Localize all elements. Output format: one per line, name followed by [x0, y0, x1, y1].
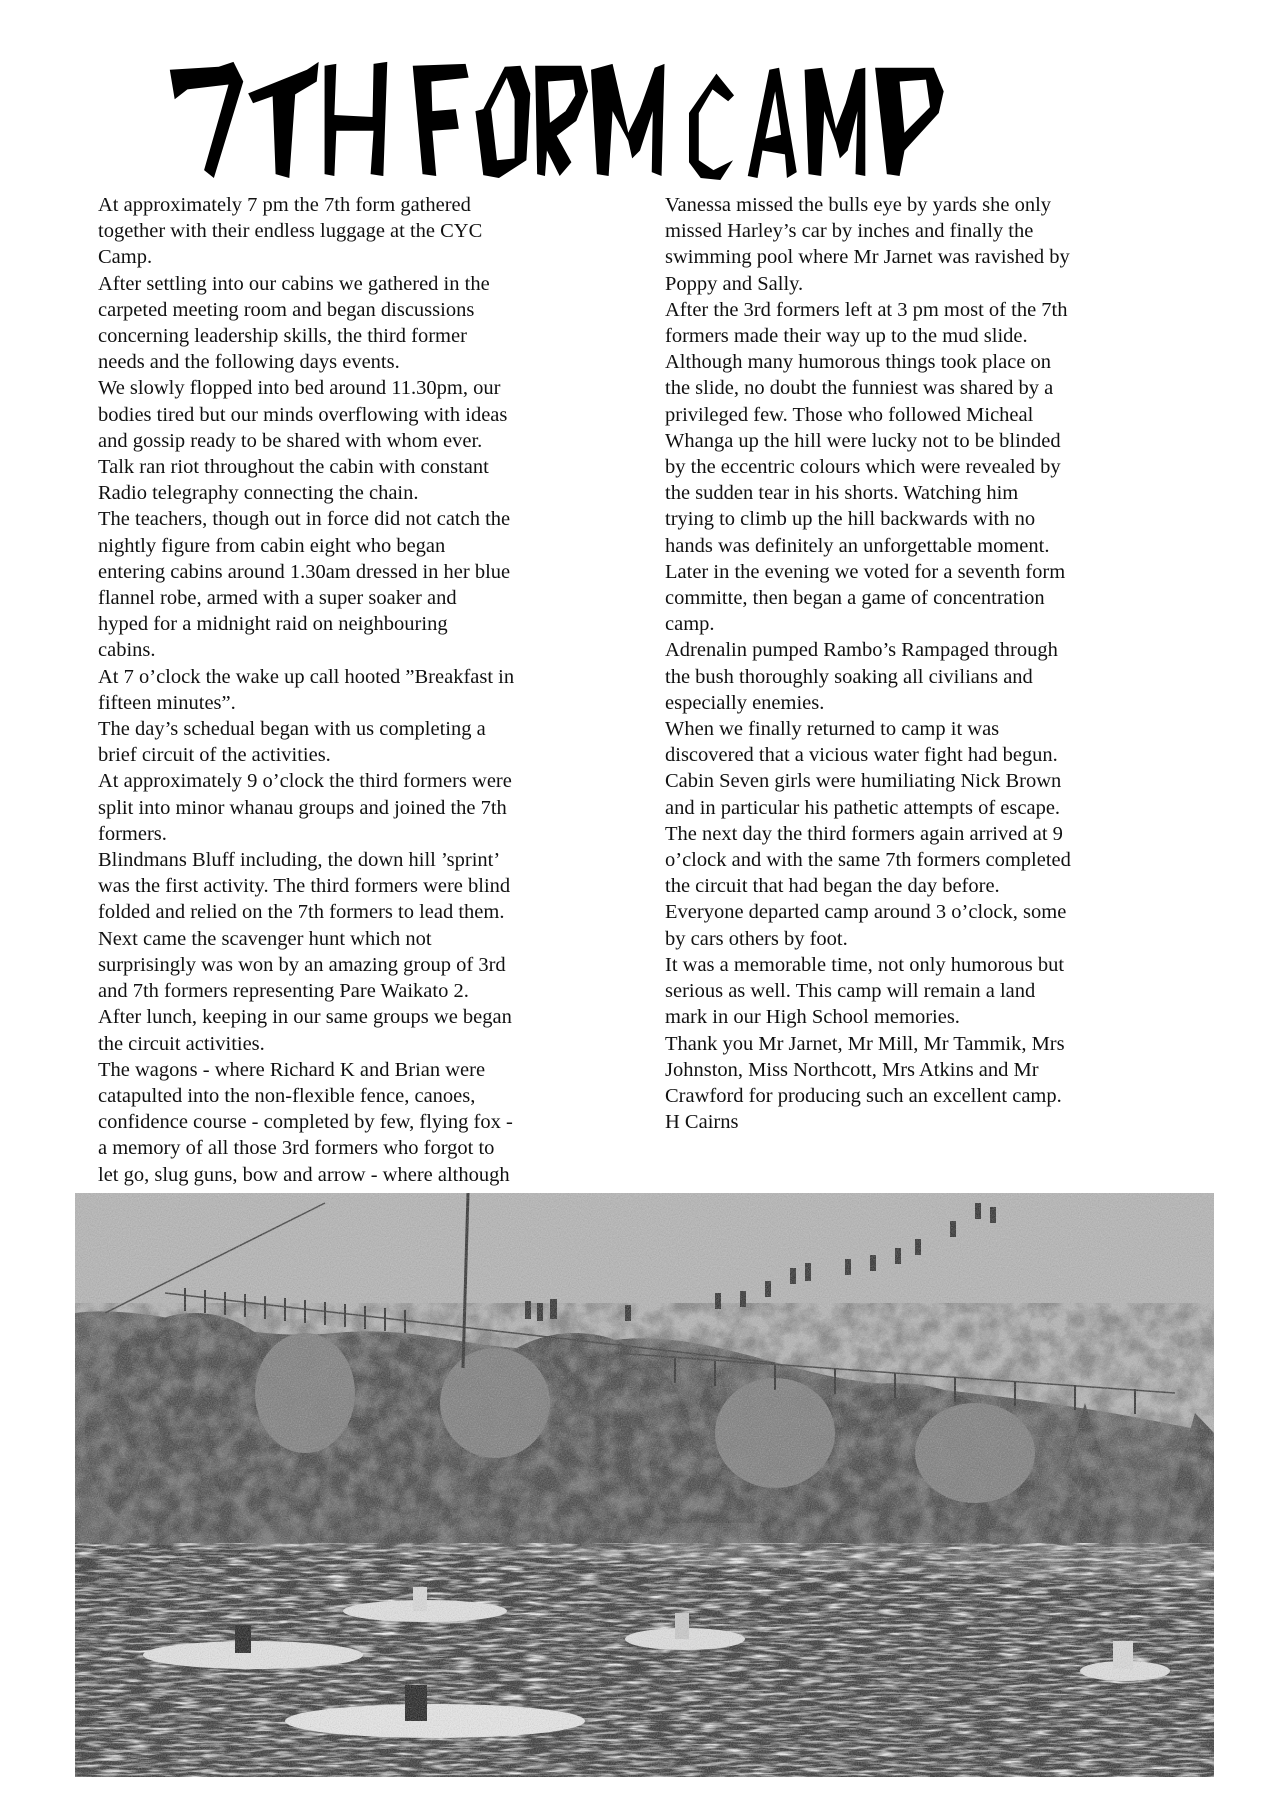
left-column-line: confidence course - completed by few, flying fox - — [98, 1111, 513, 1134]
left-column-line: a memory of all those 3rd formers who forgot to — [98, 1137, 495, 1160]
left-column-line: At 7 o’clock the wake up call hooted ”Breakfast in — [98, 665, 515, 688]
right-column-line: Adrenalin pumped Rambo’s Rampaged through — [665, 639, 1058, 662]
left-column-line: let go, slug guns, bow and arrow - where although — [98, 1163, 510, 1186]
left-column-line: bodies tired but our minds overflowing with ideas — [98, 403, 508, 426]
right-column-line: by cars others by foot. — [665, 927, 848, 950]
right-column-line: When we finally returned to camp it was — [665, 718, 1000, 741]
right-column-line: the bush thoroughly soaking all civilians and — [665, 665, 1033, 688]
title-letter-m — [591, 64, 664, 176]
left-column-line: was the first activity. The third formers were blind — [98, 875, 511, 898]
right-column-line: Whanga up the hill were lucky not to be blinded — [665, 429, 1061, 452]
right-column-line: formers made their way up to the mud slide. — [665, 325, 1028, 348]
left-column-line: needs and the following days events. — [98, 351, 400, 374]
left-column-line: Blindmans Bluff including, the down hill ’sprint’ — [98, 849, 501, 872]
left-column-line: Radio telegraphy connecting the chain. — [98, 482, 419, 505]
left-column-line: Next came the scavenger hunt which not — [98, 927, 432, 950]
photo-illustration — [75, 1193, 1214, 1777]
left-column-line: formers. — [98, 822, 167, 845]
right-column-line: trying to climb up the hill backwards with no — [665, 508, 1036, 531]
right-column-line: mark in our High School memories. — [665, 1006, 960, 1029]
right-column-line: Poppy and Sally. — [665, 272, 804, 295]
right-column-line: After the 3rd formers left at 3 pm most of the 7th — [665, 298, 1068, 321]
page-title — [160, 52, 1120, 180]
left-column-line: brief circuit of the activities. — [98, 744, 331, 767]
right-column-line: It was a memorable time, not only humorous but — [665, 953, 1065, 976]
title-lettering — [160, 52, 1120, 180]
left-column-line: folded and relied on the 7th formers to lead them. — [98, 901, 505, 924]
left-column-line: At approximately 7 pm the 7th form gathered — [98, 194, 471, 216]
right-column-line: the circuit that had began the day before. — [665, 875, 1000, 898]
left-column-line: together with their endless luggage at the CYC — [98, 220, 483, 243]
left-column-line: flannel robe, armed with a super soaker and — [98, 587, 457, 610]
title-letter-f — [413, 64, 469, 176]
article-column-right — [665, 192, 1210, 1135]
article-column-left — [98, 192, 643, 1188]
right-column-line: H Cairns — [665, 1111, 739, 1134]
right-column-line: missed Harley’s car by inches and finally the — [665, 220, 1034, 243]
right-column-line: the slide, no doubt the funniest was shared by a — [665, 377, 1054, 400]
left-column-line: concerning leadership skills, the third former — [98, 325, 467, 348]
title-letter-t — [248, 62, 319, 178]
left-column-line: split into minor whanau groups and joined the 7th — [98, 796, 507, 819]
right-column-line: discovered that a vicious water fight had begun. — [665, 744, 1058, 767]
left-column-line: the circuit activities. — [98, 1032, 265, 1055]
left-column-line: The teachers, though out in force did not catch the — [98, 508, 511, 531]
right-column-line: The next day the third formers again arrived at 9 — [665, 822, 1063, 845]
left-column-line: catapulted into the non-flexible fence, canoes, — [98, 1084, 476, 1107]
right-column-line: committe, then began a game of concentration — [665, 587, 1045, 610]
right-column-line: Crawford for producing such an excellent camp. — [665, 1084, 1062, 1107]
title-letter-7 — [170, 62, 243, 178]
left-column-line: hyped for a midnight raid on neighbouring — [98, 613, 448, 636]
right-column-line: especially enemies. — [665, 691, 825, 714]
left-column-line: Talk ran riot throughout the cabin with constant — [98, 456, 489, 479]
left-column-line: cabins. — [98, 639, 156, 662]
left-column-line: We slowly flopped into bed around 11.30pm, our — [98, 377, 501, 400]
left-column-line: After lunch, keeping in our same groups we began — [98, 1006, 512, 1029]
left-column-line: At approximately 9 o’clock the third formers were — [98, 770, 512, 793]
left-column-line: carpeted meeting room and began discussions — [98, 298, 475, 321]
right-column-line: hands was definitely an unforgettable moment. — [665, 534, 1050, 557]
right-column-line: camp. — [665, 613, 715, 636]
left-column-line: After settling into our cabins we gathered in the — [98, 272, 490, 295]
left-column-line: The day’s schedual began with us completing a — [98, 718, 486, 741]
right-column-line: Everyone departed camp around 3 o’clock, some — [665, 901, 1067, 924]
title-letter-h — [325, 62, 388, 176]
right-column-line: privileged few. Those who followed Micheal — [665, 403, 1034, 426]
left-column-line: Camp. — [98, 246, 153, 269]
title-letter-m2 — [805, 68, 866, 176]
title-letter-c — [689, 74, 734, 180]
right-column-line: and in particular his pathetic attempts of escape. — [665, 796, 1061, 819]
left-column-line: and 7th formers representing Pare Waikato 2. — [98, 980, 469, 1003]
photo-canoes-lake-hillside — [75, 1193, 1214, 1777]
right-column-line: Later in the evening we voted for a seventh form — [665, 560, 1066, 583]
right-column-line: swimming pool where Mr Jarnet was ravished by — [665, 246, 1070, 269]
left-column-line: The wagons - where Richard K and Brian were — [98, 1058, 486, 1081]
right-column-line: serious as well. This camp will remain a land — [665, 980, 1036, 1003]
right-column-line: Johnston, Miss Northcott, Mrs Atkins and Mr — [665, 1058, 1039, 1081]
right-column-line: the sudden tear in his shorts. Watching him — [665, 482, 1019, 505]
right-column-line: Cabin Seven girls were humiliating Nick Brown — [665, 770, 1062, 793]
left-column-line: fifteen minutes”. — [98, 691, 236, 714]
left-column-line: entering cabins around 1.30am dressed in her blue — [98, 560, 511, 583]
right-column-line: o’clock and with the same 7th formers completed — [665, 849, 1071, 872]
right-column-line: by the eccentric colours which were revealed by — [665, 456, 1061, 479]
left-column-line: surprisingly was won by an amazing group of 3rd — [98, 953, 506, 976]
right-column-line: Vanessa missed the bulls eye by yards she only — [665, 194, 1052, 216]
right-column-line: Thank you Mr Jarnet, Mr Mill, Mr Tammik, Mrs — [665, 1032, 1065, 1055]
right-column-line: Although many humorous things took place on — [665, 351, 1052, 374]
left-column-line: nightly figure from cabin eight who began — [98, 534, 446, 557]
left-column-line: and gossip ready to be shared with whom ever. — [98, 429, 483, 452]
